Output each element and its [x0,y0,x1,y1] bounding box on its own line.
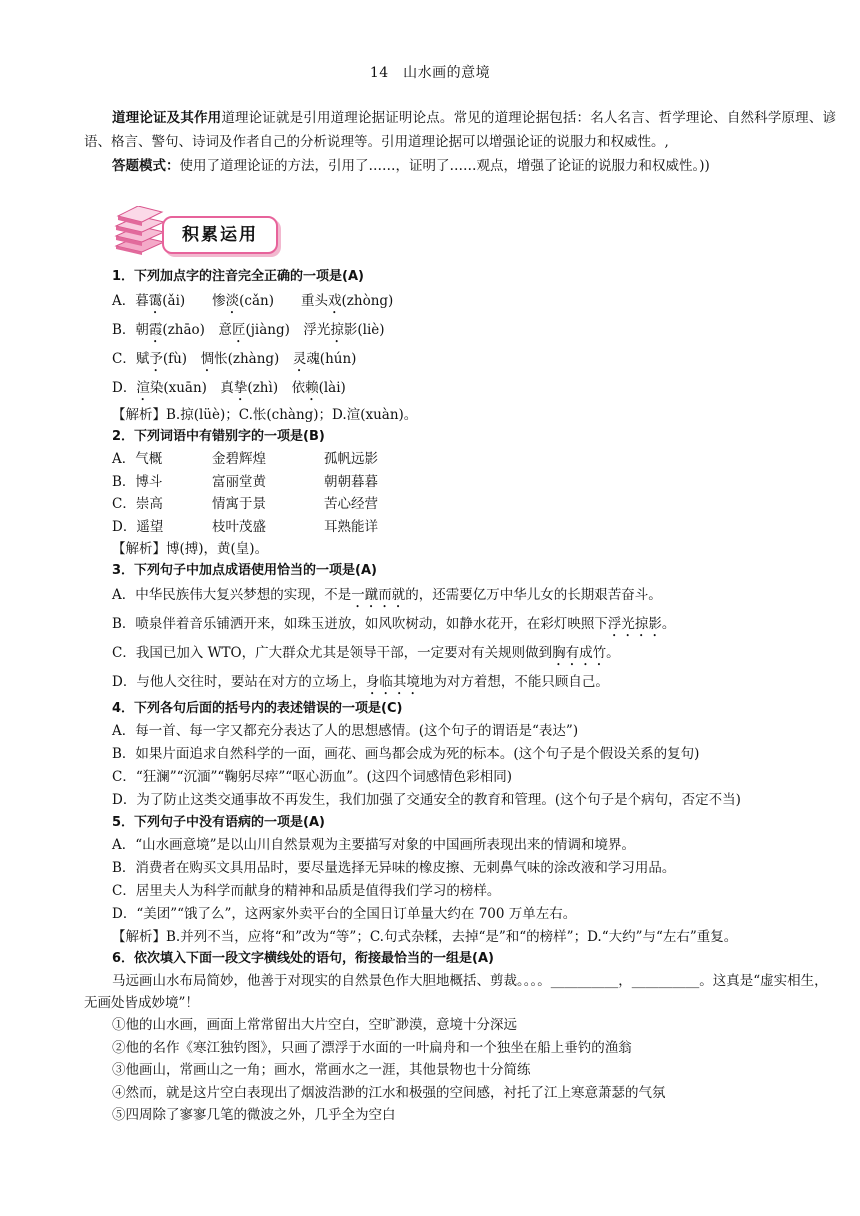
page-title: 14 山水画的意境 [369,65,491,81]
q3-option-a: A．中华民族伟大复兴梦想的实现，不是一蹴而就的，还需要亿万中华儿女的长期艰苦奋斗。 [112,587,662,603]
q6-item-1: ①他的山水画，画面上常常留出大片空白，空旷渺漠，意境十分深远 [112,1017,517,1033]
q2-option-c: C．崇高 情寓于景 苦心经营 [112,496,378,512]
q1-option-d: D．渲染(xuān) 真挚(zhì) 依赖(lài) [112,380,346,396]
answer-mode-text: 使用了道理论证的方法，引用了……，证明了……观点，增强了论证的说服力和权威性。)) [179,158,710,174]
q6-stem: 6．依次填入下面一段文字横线处的语句，衔接最恰当的一组是(A) [112,951,494,966]
intro-paragraph [84,106,836,178]
q2-option-d: D．遥望 枝叶茂盛 耳熟能详 [112,518,378,535]
q1-option-c: C．赋予(fù) 惆怅(zhàng) 灵魂(hún) [112,351,357,367]
banner-box [162,216,278,254]
q1-option-b: B．朝霞(zhāo) 意匠(jiàng) 浮光掠影(liè) [112,322,385,338]
q6-item-5: ⑤四周除了寥寥几笔的微波之外，几乎全为空白 [112,1107,396,1123]
q3-stem: 3．下列句子中加点成语使用恰当的一项是(A) [112,563,377,578]
q5-stem: 5．下列句子中没有语病的一项是(A) [112,815,325,830]
q4-stem: 4．下列各句后面的括号内的表述错误的一项是(C) [112,701,403,716]
q5-option-d: D．“美团”“饿了么”，这两家外卖平台的全国日订单量大约在 700 万单左右。 [112,906,577,922]
q6-passage: 马远画山水布局简妙，他善于对现实的自然景色作大胆地概括、剪裁。。。。__________，__________。这真是“虚实相生，无画处皆成妙境”！ [84,973,828,1011]
q5-option-b: B．消费者在购买文具用品时，要尽量选择无异味的橡皮擦、无刺鼻气味的涂改液和学习用品。 [112,860,676,876]
q4-option-d: D．为了防止这类交通事故不再发生，我们加强了交通安全的教育和管理。(这个句子是个病句，否定不当) [112,792,741,808]
q2-option-b: B．博斗 富丽堂黄 朝朝暮暮 [112,473,378,490]
q2-option-a: A．气概 金碧辉煌 孤帆远影 [112,451,378,467]
q6-item-3: ③他画山，常画山之一角；画水，常画水之一涯，其他景物也十分简练 [112,1062,531,1078]
stacked-books-icon [112,206,168,256]
intro-lead: 道理论证及其作用 [112,110,222,126]
section-banner [112,204,282,256]
q6-item-4: ④然而，就是这片空白表现出了烟波浩渺的江水和极强的空间感，衬托了江上寒意萧瑟的气氛 [112,1084,666,1101]
q3-option-d: D．与他人交往时，要站在对方的立场上，身临其境地为对方着想，不能只顾自己。 [112,674,609,690]
answer-mode-label: 答题模式： [112,158,180,174]
q3-option-b: B．喷泉伴着音乐铺洒开来，如珠玉迸放，如风吹树动，如静水花开，在彩灯映照下浮光掠影。 [112,616,676,632]
q5-option-a: A．“山水画意境”是以山川自然景观为主要描写对象的中国画所表现出来的情调和境界。 [112,837,636,853]
q1-analysis: 【解析】B.掠(lüè)；C.怅(chàng)；D.渲(xuàn)。 [112,407,418,423]
intro-text: 道理论证就是引用道理论据证明论点。常见的道理论据包括：名人名言、哲学理论、自然科学原理、谚语、格言、警句、诗词及作者自己的分析说理等。引用道理论据可以增强论证的说服力和权威性。, [84,110,837,150]
q4-option-a: A．每一首、每一字又都充分表达了人的思想感情。(这个句子的谓语是“表达”) [112,723,579,739]
q5-option-c: C．居里夫人为科学而献身的精神和品质是值得我们学习的榜样。 [112,883,501,899]
q6-item-2: ②他的名作《寒江独钓图》，只画了漂浮于水面的一叶扁舟和一个独坐在船上垂钓的渔翁 [112,1039,632,1056]
q4-option-b: B．如果片面追求自然科学的一面，画花、画鸟都会成为死的标本。(这个句子是个假设关系的复句) [112,746,700,762]
exercise-content [84,266,838,1127]
banner-label: 积累运用 [182,225,258,245]
q1-stem: 1．下列加点字的注音完全正确的一项是(A) [112,269,364,284]
q1-option-a: A．暮霭(ǎi) 惨淡(cǎn) 重头戏(zhòng) [112,293,394,309]
q4-option-c: C．“狂澜”“沉湎”“鞠躬尽瘁”“呕心沥血”。(这四个词感情色彩相同) [112,769,513,785]
q3-option-c: C．我国已加入 WTO，广大群众尤其是领导干部，一定要对有关规则做到胸有成竹。 [112,645,620,661]
q2-analysis: 【解析】博(搏)，黄(皇)。 [112,541,269,557]
q2-stem: 2．下列词语中有错别字的一项是(B) [112,429,325,444]
q5-analysis: 【解析】B.并列不当，应将“和”改为“等”；C.句式杂糅，去掉“是”和“的榜样”；D.“大约”与“左右”重复。 [112,929,738,945]
